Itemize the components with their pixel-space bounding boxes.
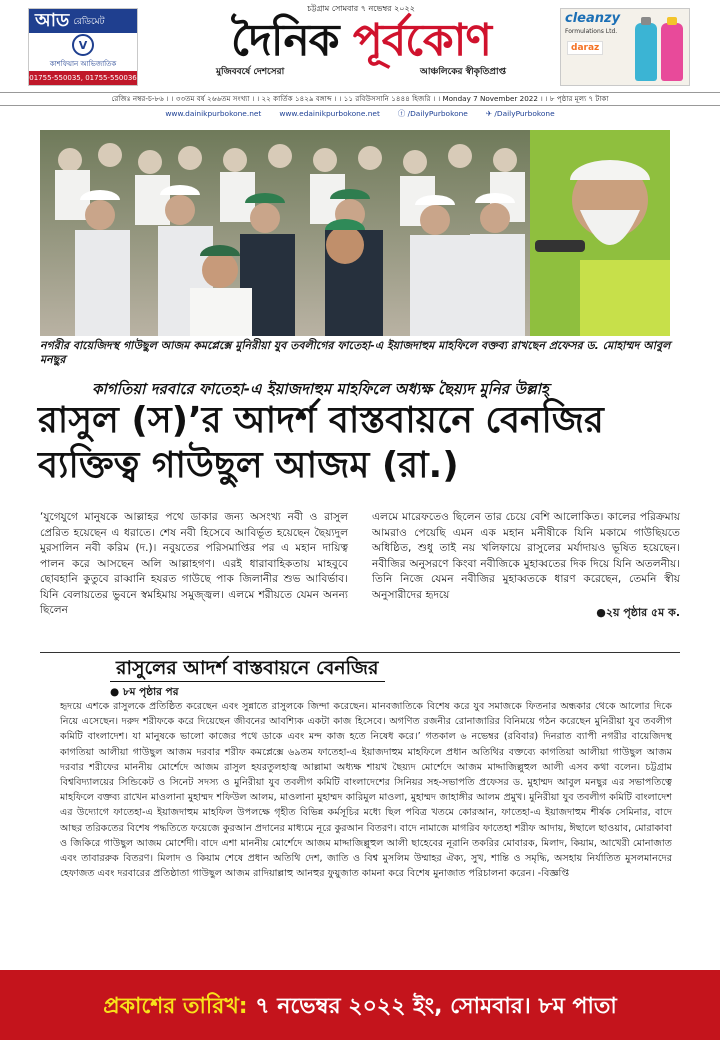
- ad-left-subtitle: রেডিমেট: [73, 16, 105, 27]
- web-links: [0, 107, 720, 121]
- epaper-link[interactable]: www.edainikpurbokone.net: [279, 109, 380, 118]
- logo-part-1: দৈনিক: [230, 15, 339, 66]
- ad-right-sub: Formulations Ltd.: [565, 28, 618, 35]
- continuation-text: হৃদয়ে এশকে রাসুলকে প্রতিষ্ঠিত করেছেন এবং সুন্নাতে রাসুলকে জিন্দা করেছেন। মানবজাতিকে বিশেষ করে যুব সমাজকে ফিতনার অন্ধকার থেকে আলোর দিকে নিয়ে এসেছেন। দরুদ শরীফকে করে দিয়েছেন জীবনের আবশ্যিক একটা কাজ হিসেবে। অগণিত রজনীর রোনাজারির বিনিময়ে গঠন করেছেন মুনিরীয়া যুব তবলীগ কমিটি বাংলাদেশ। যা মানুষকে ভালো কাজের পথে ডাকে এবং মন্দ কাজ হতে নিষেধ করে।’ গতকাল ৬ নভেম্বর (রবিবার) দিনরাত ব্যাপী নগরীর বায়েজিদস্থ কাগতিয়া আলীয়া গাউছুল আজম দরবার শরীফ কমপ্লেক্সে ৬৯তম ফাতেহা-এ ইয়াজদাহুম মাহফিলে প্রধান অতিথির বক্তব্যে কাগতিয়া আলীয়া গাউছুল আজম দরবার শরীফের মাননীয় মোর্শেদে আজম রাসুল হযরতুলহাজ্ব আল্লামা অধ্যক্ষ শায়খ ছৈয়্যদ মোর্শেদে আজম মাদ্দাজিল্লুহুল আলী এসব কথা বলেন। চট্টগ্রাম বিশ্ববিদ্যালয়ের সিন্ডিকেট ও সিনেট সদস্য ও মুনিরীয়া যুব তবলীগ কমিটি বাংলাদেশের সিনিয়র সহ-সভাপতি প্রফেসর ড. মুহাম্মদ আবুল মনছুর এর সভাপতিত্বে মাহফিলে বক্তব্য রাখেন মাওলানা মুহাম্মদ শফিউল আলম, মাওলানা মুহাম্মদ কারিমুল মাওলা, মুহাম্মদ জাহাঙ্গীর আলম প্রমুখ। মুনিরীয়া যুব তবলীগ কমিটি বাংলাদেশ এর উদ্যোগে ফাতেহা-এ ইয়াজদাহুম মাহফিল উপলক্ষে গৃহীত বিভিন্ন কর্মসূচির মধ্যে ছিল পবিত্র খতমে কোরআন, ফাতেহা-এ ইয়াজদাহুম শীর্ষক সেমিনার, বাদে আছর তরিকতের বিশেষ পদ্ধতিতে ফয়েজে কুরআন প্রদানের মাধ্যমে নূরে কুরআন বিতরণ। বাদে নামাজে মাগরিব ফাতেহা শরীফ আদায়, ঈছালে ছাওয়াব, মোরাকাবা ও জিকিরে গাউছুল আজম মোর্শেদী। বাদে এশা মাননীয় মোর্শেদে আজম মাদ্দাজিল্লুহুল আলী ছাহেবের নূরানি তকরির মোবারক, মিলাদ, কিয়াম, আখেরী মোনাজাত এবং তাবাররুক বিতরণ। মিলাদ ও কিয়াম শেষে প্রধান অতিথি দেশ, জাতি ও বিশ্ব মুসলিম উম্মাহর ঐক্য, সুখ, শান্তি ও সমৃদ্ধি, অসহায় নির্যাতিত মুসলমানদের হেফাজত এবং দরবারের প্রতিষ্ঠাতা গাউছুল আজম রাদিয়াল্লাহু আনহুর ফুয়ুজাত কামনা করে বিশেষ মুনাজাত পরিচালনা করেন। -বিজ্ঞপ্তি: [60, 701, 672, 880]
- tagline-right: আঞ্চলিকের স্বীকৃতিপ্রাপ্ত: [419, 67, 506, 77]
- publication-date-label: প্রকাশের তারিখ:: [103, 993, 248, 1019]
- tagline-left: মুজিববর্ষে দেশসেরা: [216, 67, 285, 77]
- masthead: [0, 0, 720, 100]
- ad-left-banner: [29, 9, 137, 33]
- article-kicker: কাগতিয়া দরবারে ফাতেহা-এ ইয়াজদাহুম মাহফিলে অধ্যক্ষ ছৈয়্যদ মুনির উল্লাহ্‌: [92, 380, 549, 398]
- article-headline[interactable]: [38, 398, 688, 488]
- ad-left-brand: কাশফিয়ান আভিজাতিক: [49, 60, 117, 68]
- continued-reference[interactable]: ●২য় পৃষ্ঠার ৫ম ক.: [596, 606, 680, 619]
- dateline: চট্টগ্রাম সোমবার ৭ নভেম্বর ২০২২: [307, 4, 415, 13]
- tagline: [196, 64, 526, 79]
- continuation-page-ref: ● ৮ম পৃষ্ঠার পর: [110, 686, 179, 698]
- news-photo[interactable]: [40, 130, 670, 336]
- publication-date-banner: [0, 970, 720, 1040]
- cleaner-bottle-icon: [635, 23, 657, 81]
- article-body: [40, 510, 680, 650]
- section-divider: [40, 652, 680, 653]
- article-column-2-text: এলমে মারেফতেও ছিলেন তার চেয়ে বেশি আলোকিত। কালের পরিক্রমায় আমরাও পেয়েছি এমন এক মহান মনীষীকে যিনি মকামে গাউছিয়তে অধিষ্ঠিত, শুধু তাই নয় খলিফায়ে রাসুলের মর্যাদায়ও ভূষিত হয়েছেন। নবীজির অনুসরণে কিংবা নবীজিকে মুহাব্বতের দিক দিয়ে যিনি অতলনীয়। তিনি নিজে যেমন নবীজির মুহাব্বতকে ধারণ করেছেন, তেমনি স্বীয় অনুসারীদের হৃদয়ে: [372, 511, 680, 601]
- photo-illustration: [40, 130, 670, 336]
- article-column-2: [372, 510, 680, 650]
- continuation-heading: রাসুলের আদর্শ বাস্তবায়নে বেনজির: [110, 655, 385, 682]
- article-column-1: ‘যুগেযুগে মানুষকে আল্লাহর পথে ডাকার জন্য অসংখ্য নবী ও রাসুল প্রেরিত হয়েছেন এ ধরাতে। শেষ নবী হিসেবে আবির্ভূত হয়েছেন ছৈয়্যদুল মুরসালিন নবী করিম (দ.)। নবুয়তের পরিসমাপ্তির পর এ মহান দায়িত্ব পালন করে আসছেন অলি আল্লাহগণ। এরই ধারাবাহিকতায় মাহবুবে ছোবহানি কুতুবে রাব্বানি হযরত গাউছে পাক জিলানীর শুভ আবির্ভাব। যিনি বেলায়তের ভুবনে স্বমহিমায় সমুজ্জ্বল। এলমে শরীয়তে যেমন অনন্য ছিলেন: [40, 511, 348, 616]
- ad-right-brand: cleanzy: [565, 11, 621, 26]
- facebook-link[interactable]: ⓕ /DailyPurbokone: [397, 109, 468, 118]
- twitter-link[interactable]: ✈ /DailyPurbokone: [485, 109, 555, 118]
- advertisement-left[interactable]: [28, 8, 138, 86]
- issue-info-line: রেজিঃ নম্বর-চ-৮৬ । । ৩৩তম বর্ষ ২৬৬তম সংখ্যা । । ২২ কার্তিক ১৪২৯ বঙ্গাব্দ । । ১১ রবিউসসানি ১৪৪৪ হিজরি । । Monday 7 November 2022 । । ৮ পৃষ্ঠার মূল্য ৭ টাকা: [0, 92, 720, 106]
- cleaner-bottle-icon: [661, 23, 683, 81]
- publication-date-value: ৭ নভেম্বর ২০২২ ইং, সোমবার। ৮ম পাতা: [255, 993, 617, 1019]
- ad-left-title: আড: [35, 9, 70, 31]
- logo-part-2: পূর্বকোণ: [352, 15, 492, 66]
- headline-line-1: রাসুল (স)’র আদর্শ বাস্তবায়নে বেনজির: [38, 400, 604, 441]
- website-link[interactable]: www.dainikpurbokone.net: [165, 109, 262, 118]
- daraz-logo: daraz: [567, 41, 603, 55]
- ad-left-body: [29, 33, 137, 71]
- advertisement-right[interactable]: [560, 8, 690, 86]
- headline-line-2: ব্যক্তিত্ব গাউছুল আজম (রা.): [38, 445, 459, 486]
- publication-date: [103, 989, 617, 1026]
- photo-caption: নগরীর বায়েজিদস্থ গাউছুল আজম কমপ্লেক্সে মুনিরীয়া যুব তবলীগের ফাতেহা-এ ইয়াজদাহুম মাহফিলে বক্তব্য রাখছেন প্রফেসর ড. মোহাম্মদ আবুল মনছুর: [40, 339, 671, 366]
- newspaper-logo[interactable]: [196, 16, 526, 66]
- ad-left-phones: 01755-550035, 01755-550036: [29, 71, 137, 85]
- brand-logo-icon: V: [72, 34, 94, 56]
- newspaper-title-block: [196, 0, 526, 100]
